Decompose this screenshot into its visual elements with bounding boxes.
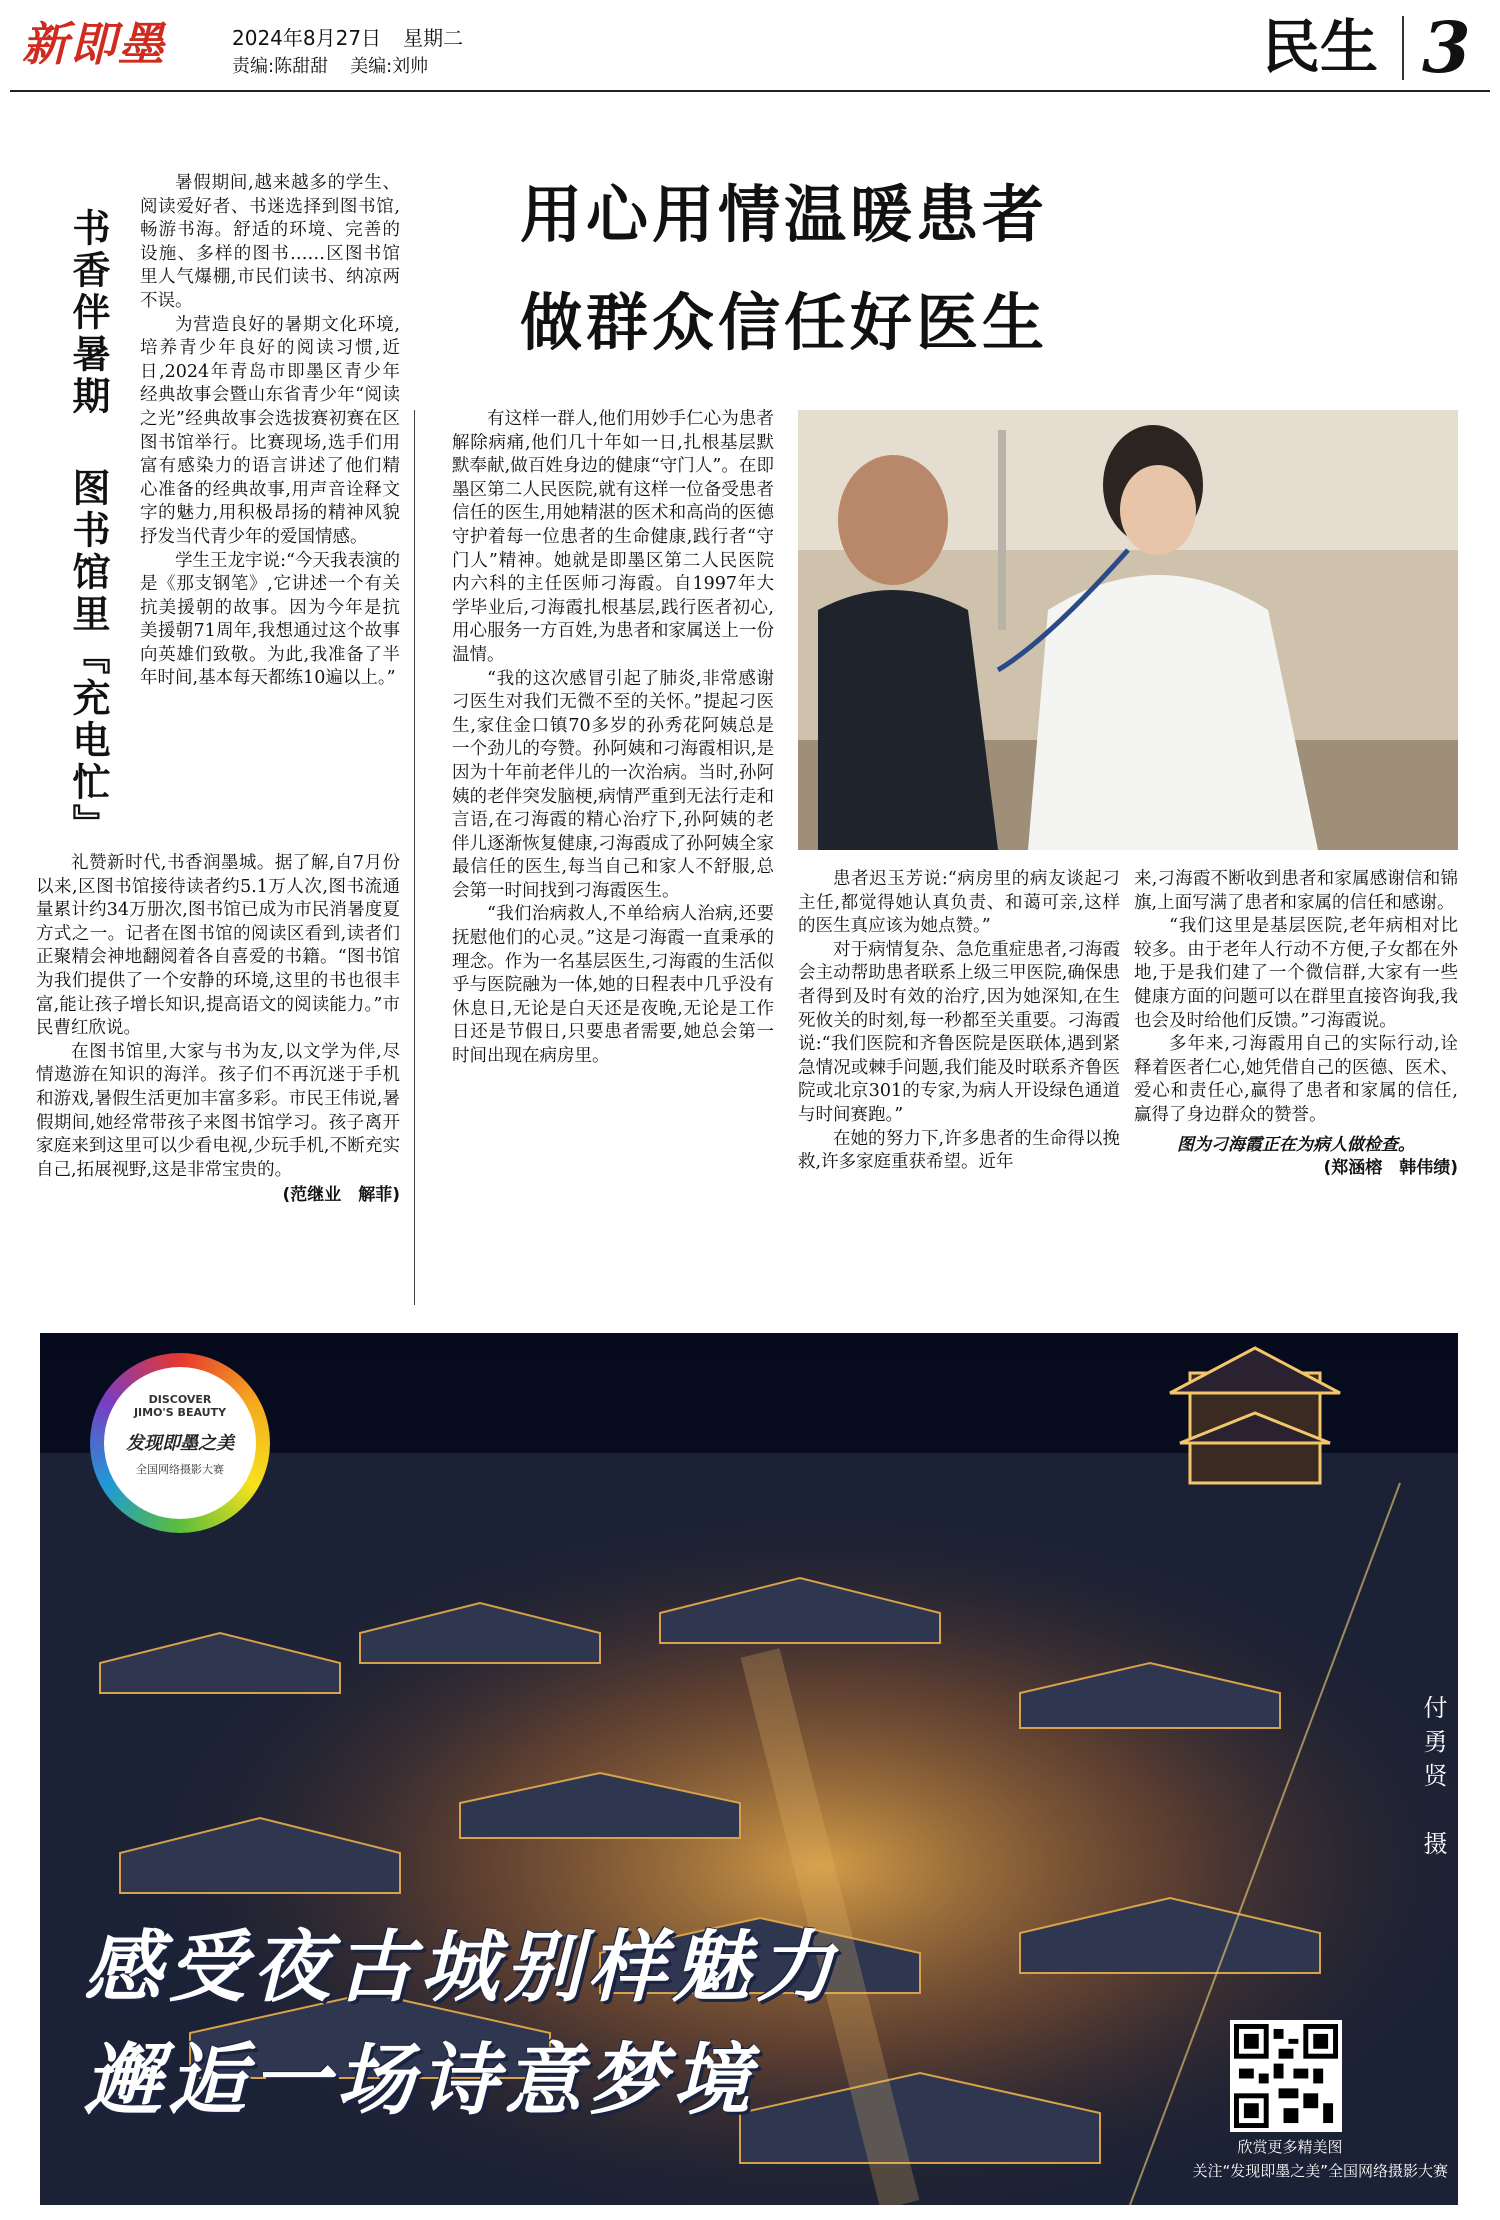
header-rule bbox=[10, 90, 1490, 92]
library-paragraph: 学生王龙宇说:“今天我表演的是《那支钢笔》,它讲述一个有关抗美援朝的故事。因为今年是抗美援朝71周年,我想通过这个故事向英雄们致敬。为此,我准备了半年时间,基本每天都练10遍以上。” bbox=[140, 550, 400, 689]
library-byline: (范继业 解菲) bbox=[282, 1185, 400, 1206]
doctor-column-3 bbox=[1134, 868, 1458, 1181]
section-divider bbox=[1402, 16, 1404, 80]
qr-code[interactable] bbox=[1230, 2020, 1342, 2132]
doctor-headline-line2: 做群众信任好医生 bbox=[520, 286, 1049, 359]
doctor-photo bbox=[798, 410, 1458, 850]
doctor-paragraph: “我们这里是基层医院,老年病相对比较多。由于老年人行动不方便,子女都在外地,于是我们建了一个微信群,大家有一些健康方面的问题可以在群里直接咨询我,我也会及时给他们反馈。”刁海霞说。 bbox=[1134, 916, 1458, 1031]
doctor-headline-line1: 用心用情温暖患者 bbox=[520, 178, 1049, 251]
doctor-paragraph: 对于病情复杂、急危重症患者,刁海霞会主动帮助患者联系上级三甲医院,确保患者得到及时有效的治疗,因为她深知,在生死攸关的时刻,每一秒都至关重要。刁海霞说:“我们医院和齐鲁医院是医联体,遇到紧急情况或棘手问题,我们能及时联系齐鲁医院或北京301的专家,为病人开设绿色通道与时间赛跑。” bbox=[798, 939, 1120, 1125]
issue-date-line bbox=[232, 22, 485, 51]
badge-subtitle: 全国网络摄影大赛 bbox=[136, 1463, 224, 1476]
photographer-credit: 付勇贤 摄 bbox=[1419, 1695, 1447, 1865]
page-number: 3 bbox=[1422, 6, 1471, 89]
editor-line bbox=[232, 52, 450, 78]
doctor-paragraph: 有这样一群人,他们用妙手仁心为患者解除病痛,他们几十年如一日,扎根基层默默奉献,做百姓身边的健康“守门人”。在即墨区第二人民医院,就有这样一位备受患者信任的医生,用她精湛的医术和高尚的医德守护着每一位患者的生命健康,践行者“守门人”精神。她就是即墨区第二人民医院内六科的主任医师刁海霞。自1997年大学毕业后,刁海霞扎根基层,践行医者初心,用心服务一方百姓,为患者和家属送上一份温情。 bbox=[452, 409, 774, 665]
doctor-photo-caption: 图为刁海霞正在为病人做检查。 bbox=[1177, 1134, 1415, 1155]
library-paragraph: 为营造良好的暑期文化环境,培养青少年良好的阅读习惯,近日,2024年青岛市即墨区青少年经典故事会暨山东省青少年“阅读之光”经典故事会选拔赛初赛在区图书馆举行。比赛现场,选手们用富有感染力的语言讲述了他们精心准备的经典故事,用声音诠释文字的魅力,用积极昂扬的精神风貌抒发当代青少年的爱国情感。 bbox=[140, 314, 400, 547]
qr-code-pattern bbox=[1234, 2024, 1338, 2128]
library-column-top bbox=[140, 172, 400, 691]
doctor-paragraph: “我们治病救人,不单给病人治病,还要抚慰他们的心灵。”这是刁海霞一直秉承的理念。作为一名基层医生,刁海霞的生活似乎与医院融为一体,她的日程表中几乎没有休息日,无论是白天还是夜晚,无论是工作日还是节假日,只要患者需要,她总会第一时间出现在病房里。 bbox=[452, 904, 774, 1067]
doctor-paragraph: 患者迟玉芳说:“病房里的病友谈起刁主任,都觉得她认真负责、和蔼可亲,这样的医生真应该为她点赞。” bbox=[798, 869, 1120, 937]
badge-cn-title: 发现即墨之美 bbox=[126, 1433, 234, 1454]
doctor-column-2 bbox=[798, 868, 1120, 1175]
badge-en-line2: JIMO'S BEAUTY bbox=[133, 1406, 227, 1419]
library-paragraph: 暑假期间,越来越多的学生、阅读爱好者、书迷选择到图书馆,畅游书海。舒适的环境、完善的设施、多样的图书……区图书馆里人气爆棚,市民们读书、纳凉两不误。 bbox=[140, 173, 400, 311]
library-column-bottom bbox=[36, 852, 400, 1208]
doctor-paragraph: 在她的努力下,许多患者的生命得以挽救,许多家庭重获希望。近年 bbox=[798, 1128, 1120, 1173]
doctor-photo-illustration bbox=[798, 410, 1458, 850]
qr-caption: 欣赏更多精美图 bbox=[1237, 2138, 1343, 2156]
badge-en-line1: DISCOVER bbox=[148, 1393, 212, 1406]
editor-credit: 责编:陈甜甜 bbox=[232, 56, 329, 77]
doctor-paragraph: 来,刁海霞不断收到患者和家属感谢信和锦旗,上面写满了患者和家属的信任和感谢。 bbox=[1134, 869, 1458, 913]
library-title-part2: 图书馆里『充电忙』 bbox=[66, 468, 110, 846]
feature-headline-line2: 邂逅一场诗意梦境 bbox=[84, 2036, 757, 2126]
section-name: 民生 bbox=[1262, 13, 1379, 81]
issue-weekday: 星期二 bbox=[403, 26, 464, 50]
newspaper-logo: 新即墨 bbox=[22, 17, 166, 71]
library-paragraph: 礼赞新时代,书香润墨城。据了解,自7月份以来,区图书馆接待读者约5.1万人次,图书流通量累计约34万册次,图书馆已成为市民消暑度夏方式之一。记者在图书馆的阅读区看到,读者们正聚精会神地翻阅着各自喜爱的书籍。“图书馆为我们提供了一个安静的环境,这里的书也很丰富,能让孩子增长知识,提高语文的阅读能力。”市民曹红欣说。 bbox=[36, 853, 400, 1039]
feature-headline-line1: 感受夜古城别样魅力 bbox=[84, 1923, 841, 2013]
library-paragraph: 在图书馆里,大家与书为友,以文学为伴,尽情遨游在知识的海洋。孩子们不再沉迷于手机和游戏,暑假生活更加丰富多彩。市民王伟说,暑假期间,她经常带孩子来图书馆学习。孩子离开家庭来到这里可以少看电视,少玩手机,不断充实自己,拓展视野,这是非常宝贵的。 bbox=[36, 1041, 400, 1180]
designer-credit: 美编:刘帅 bbox=[350, 56, 429, 77]
column-rule bbox=[414, 410, 415, 1305]
feature-footer-text: 关注“发现即墨之美”全国网络摄影大赛 bbox=[1192, 2162, 1448, 2180]
issue-date: 2024年8月27日 bbox=[232, 26, 382, 50]
doctor-column-1 bbox=[452, 408, 774, 1069]
doctor-paragraph: “我的这次感冒引起了肺炎,非常感谢刁医生对我们无微不至的关怀。”提起刁医生,家住金口镇70多岁的孙秀花阿姨总是一个劲儿的夸赞。孙阿姨和刁海霞相识,是因为十年前老伴儿的一次治病。当时,孙阿姨的老伴突发脑梗,病情严重到无法行走和言语,在刁海霞的精心治疗下,孙阿姨的老伴儿逐渐恢复健康,刁海霞成了孙阿姨全家最信任的医生,每当自己和家人不舒服,总会第一时间找到刁海霞医生。 bbox=[452, 668, 774, 901]
library-title-part1: 书香伴暑期 bbox=[66, 208, 110, 418]
contest-badge bbox=[90, 1353, 270, 1533]
contest-badge-inner bbox=[104, 1367, 256, 1519]
doctor-byline: (郑涵榕 韩伟绩) bbox=[1323, 1158, 1458, 1179]
doctor-paragraph: 多年来,刁海霞用自己的实际行动,诠释着医者仁心,她凭借自己的医德、医术、爱心和责任心,赢得了患者和家属的信任,赢得了身边群众的赞誉。 bbox=[1134, 1034, 1458, 1125]
